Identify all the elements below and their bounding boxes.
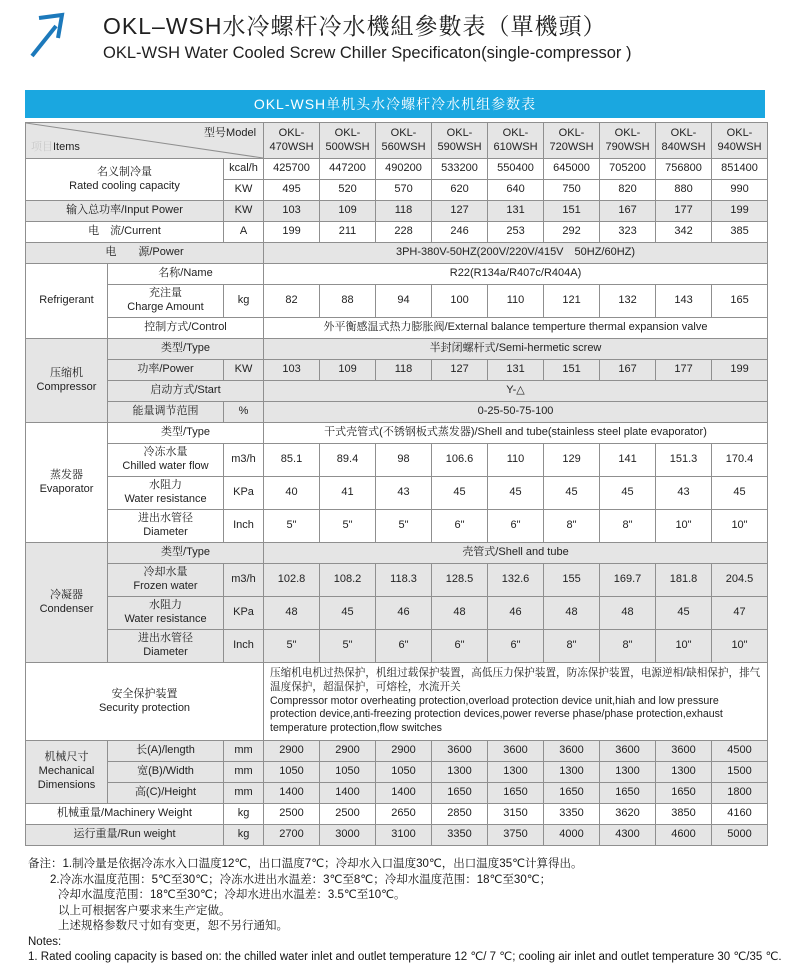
- spec-value: 253: [488, 222, 544, 243]
- spec-value: 45: [488, 477, 544, 510]
- table-row: [26, 564, 768, 597]
- model-number: 940WSH: [717, 140, 762, 153]
- page-title: OKL–WSH水冷螺杆冷水機組參數表（單機頭）: [103, 13, 607, 39]
- row-label: 启动方式/Start: [108, 381, 264, 402]
- row-label: 安全保护装置 Security protection: [26, 663, 264, 741]
- table-row: [26, 741, 768, 762]
- spec-value: 495: [264, 180, 320, 201]
- table-row: [26, 243, 768, 264]
- row-label: 名称/Name: [108, 264, 264, 285]
- spec-value: 167: [600, 201, 656, 222]
- spec-value: 181.8: [656, 564, 712, 597]
- spec-value: 1400: [320, 783, 376, 804]
- spec-value: 89.4: [320, 444, 376, 477]
- spec-value: 45: [656, 597, 712, 630]
- spec-value: 2500: [320, 804, 376, 825]
- spec-value: 199: [264, 222, 320, 243]
- model-number: 590WSH: [437, 140, 482, 153]
- table-row: [26, 477, 768, 510]
- spec-value: 131: [488, 360, 544, 381]
- spec-value: 45: [600, 477, 656, 510]
- spec-value: 3600: [432, 741, 488, 762]
- spec-value: 3350: [544, 804, 600, 825]
- spec-value: 199: [712, 201, 768, 222]
- table-row: [26, 381, 768, 402]
- spec-value: 342: [656, 222, 712, 243]
- spec-value: 533200: [432, 159, 488, 180]
- note-line: 上述规格参数尺寸如有变更，恕不另行通知。: [58, 920, 288, 933]
- row-label: 类型/Type: [108, 339, 264, 360]
- spec-value: 1800: [712, 783, 768, 804]
- spec-value: 1650: [600, 783, 656, 804]
- spec-value: 1650: [544, 783, 600, 804]
- spec-value: 5": [264, 630, 320, 663]
- spec-value: 705200: [600, 159, 656, 180]
- spec-value: 246: [432, 222, 488, 243]
- model-prefix: OKL-: [446, 126, 473, 139]
- spec-value: 40: [264, 477, 320, 510]
- spec-value: 151: [544, 360, 600, 381]
- table-row: [26, 825, 768, 846]
- corner-cell: [26, 123, 264, 159]
- row-unit: Inch: [224, 630, 264, 663]
- row-unit: kg: [224, 804, 264, 825]
- note-line: Notes:: [28, 935, 62, 948]
- page-subtitle: OKL-WSH Water Cooled Screw Chiller Specificaton(single-compressor ): [103, 44, 632, 62]
- model-header: [488, 123, 544, 159]
- spec-value: 490200: [376, 159, 432, 180]
- spec-value: 520: [320, 180, 376, 201]
- table-row: [26, 360, 768, 381]
- spec-value: 5": [320, 510, 376, 543]
- spec-value: 8": [544, 510, 600, 543]
- spec-value: 6": [432, 510, 488, 543]
- row-unit: %: [224, 402, 264, 423]
- spec-value: 385: [712, 222, 768, 243]
- row-group-label: 机械尺寸 Mechanical Dimensions: [26, 741, 108, 804]
- spec-value: 3600: [656, 741, 712, 762]
- spec-value: 292: [544, 222, 600, 243]
- table-row: [26, 264, 768, 285]
- spec-value: 118: [376, 201, 432, 222]
- row-label: 能量调节范围: [108, 402, 224, 423]
- spec-value: 8": [544, 630, 600, 663]
- spec-value: 756800: [656, 159, 712, 180]
- notes-block: [28, 857, 790, 966]
- spec-value: 3600: [488, 741, 544, 762]
- model-prefix: OKL-: [614, 126, 641, 139]
- spec-value: 425700: [264, 159, 320, 180]
- spec-value: 6": [488, 510, 544, 543]
- row-label: 类型/Type: [108, 543, 264, 564]
- spec-value: 102.8: [264, 564, 320, 597]
- spec-value: 4300: [600, 825, 656, 846]
- spec-value: 3620: [600, 804, 656, 825]
- model-axis-label: 型号Model: [204, 127, 257, 139]
- spec-value: 177: [656, 201, 712, 222]
- row-label: 名义制冷量 Rated cooling capacity: [26, 159, 224, 201]
- spec-value: 43: [656, 477, 712, 510]
- brand-arrow-icon: [27, 7, 73, 64]
- spec-value: 155: [544, 564, 600, 597]
- spec-value: 645000: [544, 159, 600, 180]
- page-header: [0, 0, 790, 64]
- table-row: [26, 222, 768, 243]
- spec-value: 990: [712, 180, 768, 201]
- items-label: [31, 141, 80, 155]
- row-label: 功率/Power: [108, 360, 224, 381]
- spec-value: 3100: [376, 825, 432, 846]
- spec-value: 45: [320, 597, 376, 630]
- model-header: [656, 123, 712, 159]
- row-unit: kg: [224, 285, 264, 318]
- row-unit: kcal/h: [224, 159, 264, 180]
- row-label: 充注量 Charge Amount: [108, 285, 224, 318]
- spec-value: 750: [544, 180, 600, 201]
- row-unit: kg: [224, 825, 264, 846]
- spec-value: 8": [600, 630, 656, 663]
- spec-value-merged: 干式壳管式(不锈钢板式蒸发器)/Shell and tube(stainless steel plate evaporator): [264, 423, 768, 444]
- row-label: 进出水管径 Diameter: [108, 510, 224, 543]
- spec-value: 85.1: [264, 444, 320, 477]
- row-label: 电 源/Power: [26, 243, 264, 264]
- spec-value: 3000: [320, 825, 376, 846]
- table-row: [26, 318, 768, 339]
- spec-value: 1300: [544, 762, 600, 783]
- spec-value: 106.6: [432, 444, 488, 477]
- spec-value: 165: [712, 285, 768, 318]
- row-label: 类型/Type: [108, 423, 264, 444]
- row-unit: m3/h: [224, 564, 264, 597]
- table-row: [26, 630, 768, 663]
- spec-value: 4500: [712, 741, 768, 762]
- model-number: 500WSH: [325, 140, 370, 153]
- spec-value: 211: [320, 222, 376, 243]
- spec-value: 323: [600, 222, 656, 243]
- model-prefix: OKL-: [334, 126, 361, 139]
- spec-value: 41: [320, 477, 376, 510]
- model-number: 720WSH: [549, 140, 594, 153]
- row-group-label: 蒸发器 Evaporator: [26, 423, 108, 543]
- note-line: 以上可根据客户要求来生产定做。: [58, 904, 231, 917]
- spec-value-merged: 3PH-380V-50HZ(200V/220V/415V 50HZ/60HZ): [264, 243, 768, 264]
- row-label: 进出水管径 Diameter: [108, 630, 224, 663]
- model-header: [264, 123, 320, 159]
- spec-value-merged: 壳管式/Shell and tube: [264, 543, 768, 564]
- note-line: 备注：1.制冷量是依据冷冻水入口温度12℃，出口温度7℃；冷却水入口温度30℃，出口温度35℃计算得出。: [28, 858, 583, 870]
- spec-value: 1650: [488, 783, 544, 804]
- row-unit: A: [224, 222, 264, 243]
- row-unit: Inch: [224, 510, 264, 543]
- spec-value: 820: [600, 180, 656, 201]
- row-label: 控制方式/Control: [108, 318, 264, 339]
- spec-value: 5": [264, 510, 320, 543]
- spec-value-merged: R22(R134a/R407c/R404A): [264, 264, 768, 285]
- model-prefix: OKL-: [670, 126, 697, 139]
- spec-value: 1050: [320, 762, 376, 783]
- spec-value: 108.2: [320, 564, 376, 597]
- spec-value: 2900: [264, 741, 320, 762]
- table-row: [26, 339, 768, 360]
- spec-value: 5": [320, 630, 376, 663]
- row-label: 长(A)/length: [108, 741, 224, 762]
- spec-value: 447200: [320, 159, 376, 180]
- row-unit: mm: [224, 762, 264, 783]
- spec-value: 118: [376, 360, 432, 381]
- table-row: [26, 159, 768, 180]
- model-prefix: OKL-: [726, 126, 753, 139]
- model-header: [712, 123, 768, 159]
- spec-value: 228: [376, 222, 432, 243]
- model-number: 610WSH: [493, 140, 538, 153]
- spec-value: 8": [600, 510, 656, 543]
- spec-value: 1300: [488, 762, 544, 783]
- spec-value: 177: [656, 360, 712, 381]
- table-row: [26, 783, 768, 804]
- model-number: 790WSH: [605, 140, 650, 153]
- spec-value: 88: [320, 285, 376, 318]
- row-unit: m3/h: [224, 444, 264, 477]
- row-unit: KPa: [224, 477, 264, 510]
- spec-value-merged: 0-25-50-75-100: [264, 402, 768, 423]
- spec-value: 127: [432, 360, 488, 381]
- spec-value: 98: [376, 444, 432, 477]
- spec-value: 141: [600, 444, 656, 477]
- spec-value: 1650: [656, 783, 712, 804]
- row-unit: mm: [224, 783, 264, 804]
- model-header: [432, 123, 488, 159]
- model-header: [544, 123, 600, 159]
- spec-value: 1500: [712, 762, 768, 783]
- items-label-en: Items: [53, 141, 80, 154]
- spec-value: 570: [376, 180, 432, 201]
- model-prefix: OKL-: [278, 126, 305, 139]
- spec-value: 3350: [432, 825, 488, 846]
- table-row: [26, 543, 768, 564]
- model-number: 470WSH: [269, 140, 314, 153]
- items-label-zh: 项目: [31, 141, 53, 154]
- spec-value: 46: [488, 597, 544, 630]
- spec-value: 100: [432, 285, 488, 318]
- spec-value-merged: 压缩机电机过热保护，机组过载保护装置，高低压力保护装置，防冻保护装置，电源逆相/缺相保护，排气温度保护，超温保护，可熔栓，水流开关 Compressor motor overheating protection,overload protection device unit,hiah and low pressure protection device,anti-freezing protection devices,power reverse phase/phase protection,exhaust temperature protection,flow switches: [264, 663, 768, 741]
- row-unit: KW: [224, 180, 264, 201]
- spec-value: 48: [600, 597, 656, 630]
- spec-value: 880: [656, 180, 712, 201]
- spec-value: 118.3: [376, 564, 432, 597]
- spec-value: 1300: [432, 762, 488, 783]
- model-prefix: OKL-: [502, 126, 529, 139]
- spec-value: 550400: [488, 159, 544, 180]
- row-label: 运行重量/Run weight: [26, 825, 224, 846]
- row-group-label: 压缩机 Compressor: [26, 339, 108, 423]
- model-header: [376, 123, 432, 159]
- spec-value: 851400: [712, 159, 768, 180]
- model-header-row: [26, 123, 768, 159]
- model-header: [600, 123, 656, 159]
- spec-value: 204.5: [712, 564, 768, 597]
- table-row: [26, 402, 768, 423]
- spec-value: 151: [544, 201, 600, 222]
- spec-value: 103: [264, 201, 320, 222]
- spec-value: 82: [264, 285, 320, 318]
- spec-value: 6": [432, 630, 488, 663]
- row-label: 冷冻水量 Chilled water flow: [108, 444, 224, 477]
- spec-value: 48: [432, 597, 488, 630]
- model-header: [320, 123, 376, 159]
- spec-value: 2850: [432, 804, 488, 825]
- spec-value: 48: [544, 597, 600, 630]
- spec-value: 151.3: [656, 444, 712, 477]
- spec-value: 1650: [432, 783, 488, 804]
- row-group-label: 冷凝器 Condenser: [26, 543, 108, 663]
- spec-value: 48: [264, 597, 320, 630]
- spec-value: 1300: [600, 762, 656, 783]
- row-label: 宽(B)/Width: [108, 762, 224, 783]
- spec-value: 3850: [656, 804, 712, 825]
- row-group-label: Refrigerant: [26, 264, 108, 339]
- table-row: [26, 201, 768, 222]
- row-label: 水阻力 Water resistance: [108, 477, 224, 510]
- row-label: 水阻力 Water resistance: [108, 597, 224, 630]
- spec-value: 46: [376, 597, 432, 630]
- spec-value: 3750: [488, 825, 544, 846]
- spec-value: 6": [376, 630, 432, 663]
- spec-value: 45: [712, 477, 768, 510]
- spec-value: 109: [320, 201, 376, 222]
- spec-value: 4160: [712, 804, 768, 825]
- table-row: [26, 597, 768, 630]
- table-row: [26, 285, 768, 318]
- row-unit: KW: [224, 201, 264, 222]
- table-banner: OKL-WSH单机头水冷螺杆冷水机组参数表: [25, 90, 765, 118]
- spec-value: 132: [600, 285, 656, 318]
- spec-value: 10": [712, 630, 768, 663]
- spec-value: 110: [488, 285, 544, 318]
- spec-value: 167: [600, 360, 656, 381]
- note-line: 冷却水温度范围：18℃至30℃；冷却水进出水温差：3.5℃至10℃。: [58, 889, 406, 902]
- spec-value: 1400: [376, 783, 432, 804]
- table-row: [26, 423, 768, 444]
- spec-table: [25, 122, 768, 846]
- spec-value: 143: [656, 285, 712, 318]
- spec-value: 110: [488, 444, 544, 477]
- row-label: 高(C)/Height: [108, 783, 224, 804]
- spec-value: 2900: [376, 741, 432, 762]
- spec-value: 640: [488, 180, 544, 201]
- spec-value: 45: [432, 477, 488, 510]
- table-row: [26, 804, 768, 825]
- spec-value: 127: [432, 201, 488, 222]
- spec-value: 10": [712, 510, 768, 543]
- spec-value: 2700: [264, 825, 320, 846]
- spec-value: 10": [656, 630, 712, 663]
- spec-value: 103: [264, 360, 320, 381]
- spec-value: 1050: [376, 762, 432, 783]
- note-line: 2.冷冻水温度范围：5℃至30℃；冷冻水进出水温差：3℃至8℃；冷却水温度范围：18℃至30℃；: [50, 873, 552, 886]
- spec-value: 2650: [376, 804, 432, 825]
- row-unit: KW: [224, 360, 264, 381]
- spec-value: 6": [488, 630, 544, 663]
- row-label: 冷却水量 Frozen water: [108, 564, 224, 597]
- spec-value: 1300: [656, 762, 712, 783]
- note-line: 1. Rated cooling capacity is based on: the chilled water inlet and outlet temperature 12 ℃/ 7 ℃; cooling air inlet and outlet temperature 30 ℃/35 ℃.: [28, 951, 782, 964]
- spec-value: 45: [544, 477, 600, 510]
- spec-value: 2500: [264, 804, 320, 825]
- model-number: 840WSH: [661, 140, 706, 153]
- spec-value: 5": [376, 510, 432, 543]
- table-row: [26, 762, 768, 783]
- row-label: 输入总功率/Input Power: [26, 201, 224, 222]
- spec-value: 620: [432, 180, 488, 201]
- spec-value: 199: [712, 360, 768, 381]
- spec-value: 5000: [712, 825, 768, 846]
- spec-value: 10": [656, 510, 712, 543]
- row-unit: KPa: [224, 597, 264, 630]
- spec-value-merged: Y-△: [264, 381, 768, 402]
- row-label: 机械重量/Machinery Weight: [26, 804, 224, 825]
- spec-value: 47: [712, 597, 768, 630]
- spec-value: 3600: [600, 741, 656, 762]
- spec-value: 129: [544, 444, 600, 477]
- row-label: 电 流/Current: [26, 222, 224, 243]
- spec-value: 3150: [488, 804, 544, 825]
- spec-value: 131: [488, 201, 544, 222]
- spec-value: 2900: [320, 741, 376, 762]
- spec-value: 94: [376, 285, 432, 318]
- model-prefix: OKL-: [558, 126, 585, 139]
- model-prefix: OKL-: [390, 126, 417, 139]
- spec-value: 4000: [544, 825, 600, 846]
- table-row: [26, 663, 768, 741]
- spec-value: 169.7: [600, 564, 656, 597]
- spec-value: 1400: [264, 783, 320, 804]
- spec-value: 128.5: [432, 564, 488, 597]
- spec-value: 3600: [544, 741, 600, 762]
- spec-value: 4600: [656, 825, 712, 846]
- spec-value: 170.4: [712, 444, 768, 477]
- spec-value: 121: [544, 285, 600, 318]
- spec-value: 109: [320, 360, 376, 381]
- table-row: [26, 510, 768, 543]
- table-row: [26, 444, 768, 477]
- row-unit: mm: [224, 741, 264, 762]
- spec-value: 132.6: [488, 564, 544, 597]
- model-number: 560WSH: [381, 140, 426, 153]
- spec-value-merged: 半封闭螺杆式/Semi-hermetic screw: [264, 339, 768, 360]
- spec-value-merged: 外平衡感温式热力膨胀阀/External balance temperture thermal expansion valve: [264, 318, 768, 339]
- spec-value: 1050: [264, 762, 320, 783]
- spec-value: 43: [376, 477, 432, 510]
